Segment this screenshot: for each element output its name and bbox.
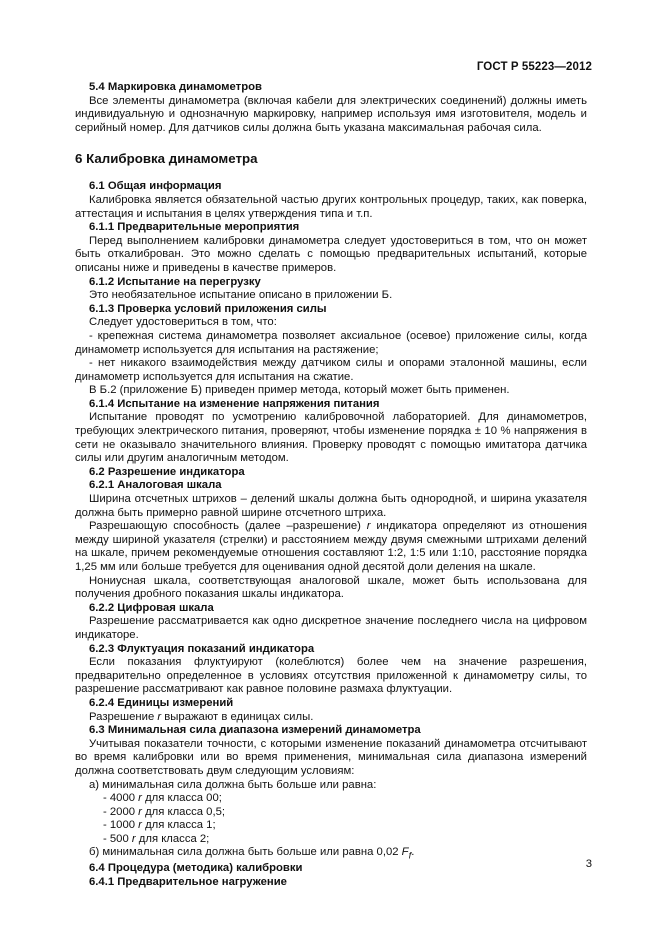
- text-run: для класса 00;: [141, 792, 222, 805]
- paragraph: Все элементы динамометра (включая кабели для электрических соединений) должны иметь индивидуальную и однозначную маркировку, например используя имя изготовителя, модель и серийный номер. Для датчиков силы должна быть указана максимальная рабочая сила.: [75, 94, 587, 134]
- section-heading-6-4: 6.4 Процедура (методика) калибровки: [89, 862, 303, 875]
- text-run: для класса 2;: [135, 832, 210, 845]
- section-heading-6-2-2: 6.2.2 Цифровая шкала: [89, 601, 214, 614]
- class-item: [75, 833, 587, 847]
- paragraph: Если показания флуктуируют (колеблются) более чем на значение разрешения, предварительно определенное в условиях отсутствия приложенной к динамометру силы, то разрешение рассматривают как равное половине размаха флуктуации.: [75, 656, 587, 696]
- section-heading-6-1-1: 6.1.1 Предварительные мероприятия: [89, 221, 300, 234]
- paragraph: Разрешение рассматривается как одно дискретное значение последнего числа на цифровом индикаторе.: [75, 615, 587, 641]
- paragraph: [75, 520, 587, 574]
- section-heading-6-2: 6.2 Разрешение индикатора: [89, 465, 245, 478]
- class-item: [75, 806, 587, 820]
- paragraph: Следует удостовериться в том, что:: [89, 316, 277, 329]
- text-run: - 1000: [103, 819, 139, 832]
- page-number: 3: [585, 858, 592, 870]
- class-item: [75, 792, 587, 806]
- list-item: - нет никакого взаимодействия между датчиком силы и опорами эталонной машины, если динамометр используется для испытания на сжатие.: [75, 357, 587, 383]
- symbol-r: r: [138, 819, 142, 832]
- symbol-F: F: [401, 846, 409, 859]
- text-run: выражают в единицах силы.: [161, 710, 314, 723]
- section-heading-6-1: 6.1 Общая информация: [89, 180, 222, 193]
- text-run: б) минимальная сила должна быть больше или равна 0,02: [89, 846, 402, 859]
- section-heading-6-4-1: 6.4.1 Предварительное нагружение: [89, 875, 287, 888]
- list-item: а) минимальная сила должна быть больше или равна:: [89, 778, 377, 791]
- symbol-r: r: [366, 520, 371, 533]
- symbol-r: r: [138, 792, 142, 805]
- text-run: .: [411, 846, 415, 859]
- text-run: Разрешающую способность (далее –разрешение): [89, 520, 367, 533]
- section-heading-6-1-2: 6.1.2 Испытание на перегрузку: [89, 275, 261, 288]
- symbol-r: r: [157, 710, 162, 723]
- section-heading-6: 6 Калибровка динамометра: [75, 151, 258, 167]
- list-item: - крепежная система динамометра позволяет аксиальное (осевое) приложение силы, когда динамометр используется для испытания на растяжение;: [75, 329, 587, 356]
- text-run: - 2000: [103, 805, 139, 818]
- paragraph: Нониусная шкала, соответствующая аналоговой шкале, может быть использована для получения дробного показания шкалы индикатора.: [75, 574, 587, 601]
- document-body: [75, 81, 587, 890]
- symbol-r: r: [131, 832, 136, 845]
- paragraph: [75, 711, 587, 725]
- paragraph: Это необязательное испытание описано в приложении Б.: [89, 289, 393, 302]
- text-run: - 500: [103, 832, 132, 845]
- text-run: для класса 0,5;: [141, 805, 226, 818]
- class-item: [75, 819, 587, 833]
- text-run: Разрешение: [89, 710, 158, 723]
- section-heading-6-2-1: 6.2.1 Аналоговая шкала: [89, 479, 222, 492]
- section-heading-6-3: 6.3 Минимальная сила диапазона измерений динамометра: [89, 724, 421, 737]
- paragraph: Перед выполнением калибровки динамометра следует удостовериться в том, что он может быть откалиброван. Это можно сделать с помощью предварительных испытаний, которые описаны ниже и приведены в качестве примеров.: [75, 234, 587, 274]
- paragraph: Испытание проводят по усмотрению калибровочной лабораторией. Для динамометров, требующих электрического питания, проверяют, чтобы изменение порядка ± 10 % напряжения в сети не оказывало значительного влияния. Проверку проводят с помощью имитатора датчика силы или другим аналогичным методом.: [75, 411, 587, 465]
- paragraph: В Б.2 (приложение Б) приведен пример метода, который может быть применен.: [89, 384, 510, 397]
- paragraph: Учитывая показатели точности, с которыми изменение показаний динамометра отсчитывают во время калибровки или во время применения, минимальная сила диапазона измерений должна соответствовать двум следующим условиям:: [75, 737, 587, 777]
- section-heading-6-2-3: 6.2.3 Флуктуация показаний индикатора: [89, 642, 315, 655]
- section-heading-6-1-3: 6.1.3 Проверка условий приложения силы: [89, 302, 327, 315]
- symbol-f: f: [408, 849, 412, 861]
- symbol-r: r: [138, 805, 142, 818]
- paragraph: Калибровка является обязательной частью других контрольных процедур, таких, как поверка, аттестация и испытания в целях утверждения типа и т.п.: [75, 193, 587, 220]
- text-run: для класса 1;: [141, 819, 216, 832]
- section-heading-6-2-4: 6.2.4 Единицы измерений: [89, 696, 234, 709]
- text-run: - 4000: [103, 792, 139, 805]
- list-item: [75, 846, 587, 862]
- text-run: индикатора определяют из отношения между шириной указателя (стрелки) и расстоянием между двумя смежными штрихами делений на шкале, причем рекомендуемые отношения составляют 1:2, 1:5 или 1:10, расстояние порядка 1,25 мм или больше требуется для оценивания одной десятой доли деления на шкале.: [75, 520, 587, 573]
- paragraph: Ширина отсчетных штрихов – делений шкалы должна быть однородной, и ширина указателя должна быть примерно равной ширине отсчетного штриха.: [75, 493, 587, 519]
- section-heading-6-1-4: 6.1.4 Испытание на изменение напряжения питания: [89, 397, 380, 410]
- section-heading-5-4: 5.4 Маркировка динамометров: [89, 81, 262, 93]
- document-header-id: ГОСТ Р 55223—2012: [476, 61, 592, 73]
